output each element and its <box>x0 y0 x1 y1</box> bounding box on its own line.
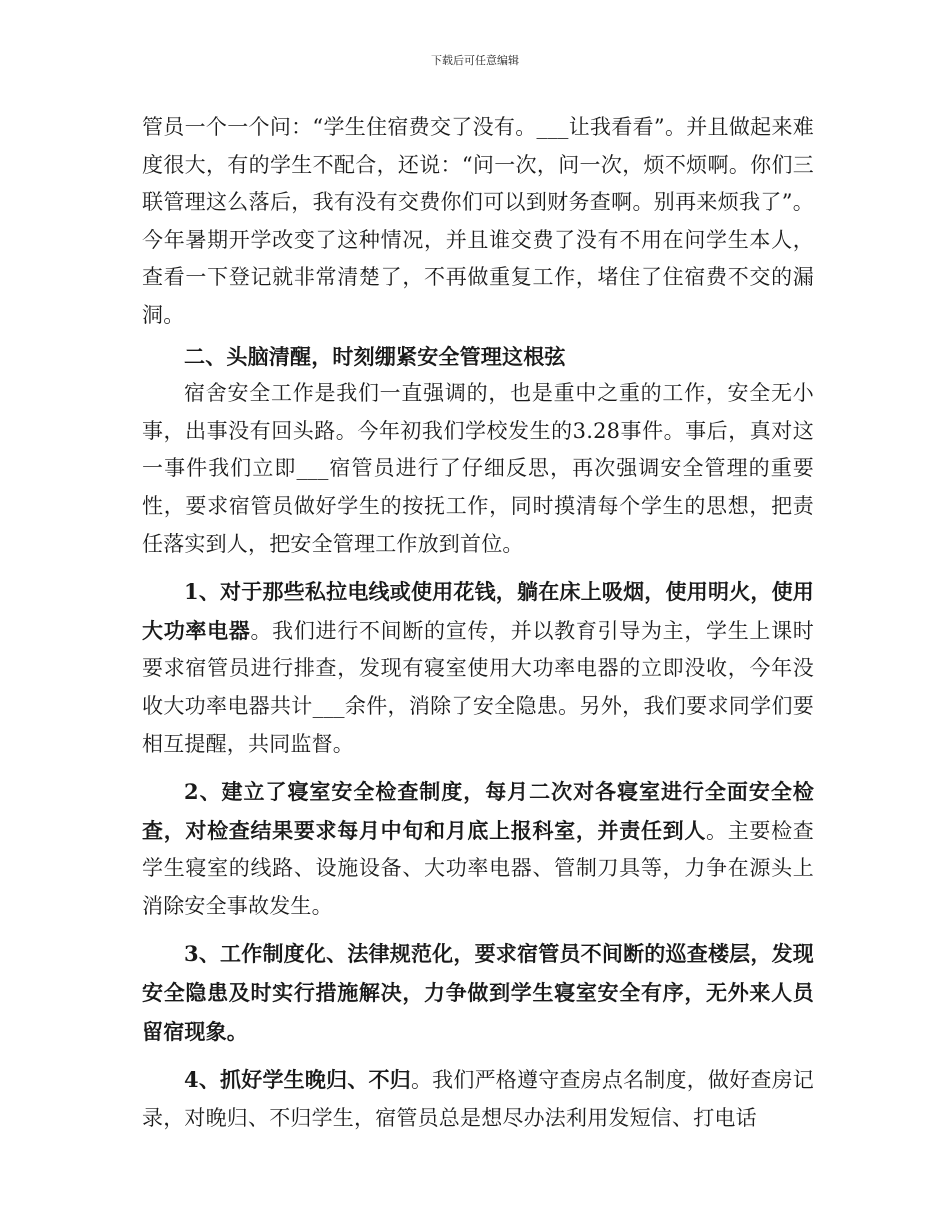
list-item-4-bold: 4、抓好学生晚归、不归 <box>184 1067 411 1093</box>
page-header: 下载后可任意编辑 <box>431 54 519 67</box>
paragraph-safety-intro: 宿舍安全工作是我们一直强调的，也是重中之重的工作，安全无小事，出事没有回头路。今年初我们学校发生的3.28事件。事后，真对这一事件我们立即___宿管员进行了仔细反思，再次强调安全管理的重要性，要求宿管员做好学生的按抚工作，同时摸清每个学生的思想，把责任落实到人，把安全管理工作放到首位。 <box>142 381 814 556</box>
paragraph-fee-check: 管员一个一个问：“学生住宿费交了没有。___让我看看”。并且做起来难度很大，有的学生不配合，还说：“问一次，问一次，烦不烦啊。你们三联管理这么落后，我有没有交费你们可以到财务查啊。别再来烦我了”。今年暑期开学改变了这种情况，并且谁交费了没有不用在问学生本人，查看一下登记就非常清楚了，不再做重复工作，堵住了住宿费不交的漏洞。 <box>142 115 814 327</box>
list-item-2 <box>142 773 814 925</box>
list-item-1 <box>142 573 814 763</box>
list-item-4-text: 。我们严格遵守查房点名制度，做好查房记录，对晚归、不归学生，宿管员总是想尽办法利用发短信、打电话 <box>142 1068 814 1130</box>
list-item-2-bold: 2、建立了寝室安全检查制度，每月二次对各寝室进行全面安全检查，对检查结果要求每月中旬和月底上报科室，并责任到人 <box>142 779 814 843</box>
document-body <box>142 109 814 1137</box>
list-item-3 <box>142 935 814 1051</box>
section-heading-safety: 二、头脑清醒，时刻绷紧安全管理这根弦 <box>184 343 566 369</box>
list-item-1-text: 。我们进行不间断的宣传，并以教育引导为主，学生上课时要求宿管员进行排查，发现有寝室使用大功率电器的立即没收，今年没收大功率电器共计___余件，消除了安全隐患。另外，我们要求同学们要相互提醒，共同监督。 <box>142 618 814 756</box>
list-item-2-text: 。主要检查学生寝室的线路、设施设备、大功率电器、管制刀具等，力争在源头上消除安全事故发生。 <box>142 818 815 918</box>
list-item-3-bold: 3、工作制度化、法律规范化，要求宿管员不间断的巡查楼层，发现安全隐患及时实行措施解决，力争做到学生寝室安全有序，无外来人员留宿现象。 <box>142 941 814 1044</box>
list-item-1-bold: 1、对于那些私拉电线或使用花钱，躺在床上吸烟，使用明火，使用大功率电器 <box>142 579 814 643</box>
list-item-4 <box>142 1061 814 1137</box>
